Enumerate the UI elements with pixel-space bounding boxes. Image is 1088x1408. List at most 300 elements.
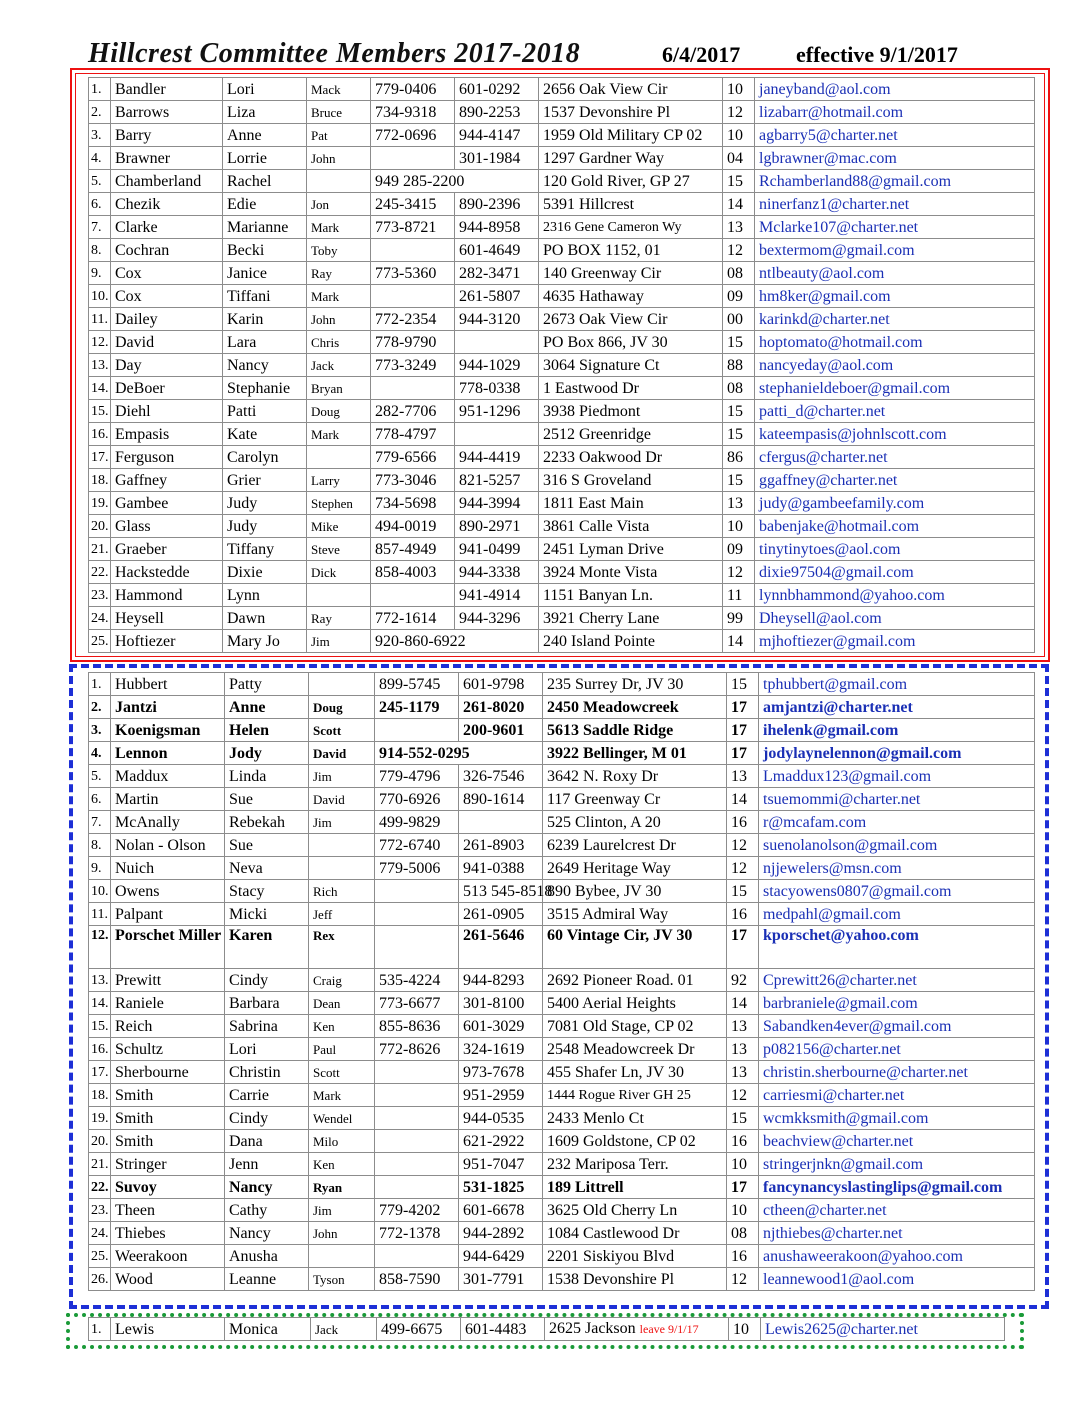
phone-1: [375, 719, 459, 742]
first-name: Lara: [223, 331, 307, 354]
address: 2450 Meadowcreek: [543, 696, 727, 719]
email-address: p082156@charter.net: [759, 1038, 1035, 1061]
table-row: [89, 78, 1035, 101]
spouse-name: Jim: [309, 1199, 375, 1222]
first-name: Micki: [225, 903, 309, 926]
first-name: Rachel: [223, 170, 307, 193]
table-row: [89, 1222, 1035, 1245]
address: 2316 Gene Cameron Wy: [539, 216, 723, 239]
address: 6239 Laurelcrest Dr: [543, 834, 727, 857]
row-number: 14.: [89, 992, 111, 1015]
table-row: [89, 1153, 1035, 1176]
row-number: 1.: [89, 1318, 111, 1341]
phone-2: 941-0499: [455, 538, 539, 561]
year-joined: 12: [727, 1084, 759, 1107]
row-number: 4.: [89, 147, 111, 170]
effective-date: effective 9/1/2017: [796, 42, 958, 67]
phone-1: [375, 1084, 459, 1107]
spouse-name: Jeff: [309, 903, 375, 926]
spouse-name: [309, 1245, 375, 1268]
phone-2: 941-0388: [459, 857, 543, 880]
table-row: [89, 354, 1035, 377]
table-row: [89, 285, 1035, 308]
first-name: Monica: [225, 1318, 311, 1341]
row-number: 11.: [89, 308, 111, 331]
table-row: [89, 400, 1035, 423]
table-row: [89, 880, 1035, 903]
first-name: Jenn: [225, 1153, 309, 1176]
address: 232 Mariposa Terr.: [543, 1153, 727, 1176]
address: 3642 N. Roxy Dr: [543, 765, 727, 788]
phone-1: [371, 147, 455, 170]
address: 5613 Saddle Ridge: [543, 719, 727, 742]
row-number: 8.: [89, 239, 111, 262]
spouse-name: Jack: [307, 354, 371, 377]
address: 316 S Groveland: [539, 469, 723, 492]
phone-2: 601-4483: [461, 1318, 545, 1341]
address: 2649 Heritage Way: [543, 857, 727, 880]
first-name: Grier: [223, 469, 307, 492]
phone-1: 920-860-6922: [371, 630, 539, 653]
phone-2: 621-2922: [459, 1130, 543, 1153]
phone-1: [375, 1176, 459, 1199]
row-number: 21.: [89, 1153, 111, 1176]
spouse-name: Paul: [309, 1038, 375, 1061]
address: PO BOX 1152, 01: [539, 239, 723, 262]
last-name: Barry: [111, 124, 223, 147]
first-name: Patti: [223, 400, 307, 423]
email-address: babenjake@hotmail.com: [755, 515, 1035, 538]
row-number: 21.: [89, 538, 111, 561]
members-table-group-2: [88, 672, 1035, 1291]
year-joined: 17: [727, 742, 759, 765]
year-joined: 17: [727, 1176, 759, 1199]
spouse-name: Mark: [307, 285, 371, 308]
table-row: [89, 538, 1035, 561]
email-address: judy@gambeefamily.com: [755, 492, 1035, 515]
first-name: Becki: [223, 239, 307, 262]
table-row: [89, 1061, 1035, 1084]
email-address: stringerjnkn@gmail.com: [759, 1153, 1035, 1176]
phone-2: 200-9601: [459, 719, 543, 742]
phone-2: 951-1296: [455, 400, 539, 423]
row-number: 8.: [89, 834, 111, 857]
phone-1: 855-8636: [375, 1015, 459, 1038]
year-joined: 17: [727, 696, 759, 719]
email-address: ggaffney@charter.net: [755, 469, 1035, 492]
table-row: [89, 1130, 1035, 1153]
first-name: Anusha: [225, 1245, 309, 1268]
last-name: Gambee: [111, 492, 223, 515]
email-address: nancyeday@aol.com: [755, 354, 1035, 377]
table-row: [89, 377, 1035, 400]
phone-1: 245-1179: [375, 696, 459, 719]
last-name: Koenigsman: [111, 719, 225, 742]
address: 890 Bybee, JV 30: [543, 880, 727, 903]
phone-1: 499-6675: [377, 1318, 461, 1341]
last-name: Weerakoon: [111, 1245, 225, 1268]
email-address: beachview@charter.net: [759, 1130, 1035, 1153]
address: 5391 Hillcrest: [539, 193, 723, 216]
table-row: [89, 969, 1035, 992]
email-address: bextermom@gmail.com: [755, 239, 1035, 262]
spouse-name: David: [309, 742, 375, 765]
spouse-name: Tyson: [309, 1268, 375, 1291]
year-joined: 17: [727, 719, 759, 742]
phone-1: 899-5745: [375, 673, 459, 696]
phone-2: 261-5646: [459, 926, 543, 969]
phone-1: [375, 1130, 459, 1153]
phone-1: 779-0406: [371, 78, 455, 101]
address: 3064 Signature Ct: [539, 354, 723, 377]
phone-2: 778-0338: [455, 377, 539, 400]
address: 1084 Castlewood Dr: [543, 1222, 727, 1245]
email-address: jodylaynelennon@gmail.com: [759, 742, 1035, 765]
table-row: [89, 515, 1035, 538]
phone-1: 773-6677: [375, 992, 459, 1015]
last-name: Cox: [111, 262, 223, 285]
phone-1: 772-6740: [375, 834, 459, 857]
email-address: agbarry5@charter.net: [755, 124, 1035, 147]
table-row: [89, 101, 1035, 124]
year-joined: 10: [729, 1318, 761, 1341]
last-name: Cochran: [111, 239, 223, 262]
email-address: ihelenk@gmail.com: [759, 719, 1035, 742]
email-address: amjantzi@charter.net: [759, 696, 1035, 719]
phone-2: 890-2396: [455, 193, 539, 216]
table-row: [89, 1015, 1035, 1038]
table-row: [89, 193, 1035, 216]
phone-1: 770-6926: [375, 788, 459, 811]
year-joined: 15: [723, 331, 755, 354]
spouse-name: Ray: [307, 262, 371, 285]
row-number: 5.: [89, 765, 111, 788]
last-name: Cox: [111, 285, 223, 308]
last-name: Jantzi: [111, 696, 225, 719]
spouse-name: Steve: [307, 538, 371, 561]
email-address: kateempasis@johnlscott.com: [755, 423, 1035, 446]
last-name: Schultz: [111, 1038, 225, 1061]
email-address: carriesmi@charter.net: [759, 1084, 1035, 1107]
phone-2: 513 545-8518: [459, 880, 543, 903]
table-row: [89, 903, 1035, 926]
last-name: Graeber: [111, 538, 223, 561]
row-number: 15.: [89, 400, 111, 423]
email-address: suenolanolson@gmail.com: [759, 834, 1035, 857]
address: 525 Clinton, A 20: [543, 811, 727, 834]
table-row: [89, 1176, 1035, 1199]
phone-2: 951-2959: [459, 1084, 543, 1107]
address: 3861 Calle Vista: [539, 515, 723, 538]
spouse-name: Jim: [309, 765, 375, 788]
phone-1: 858-4003: [371, 561, 455, 584]
row-number: 6.: [89, 788, 111, 811]
phone-2: 944-4147: [455, 124, 539, 147]
year-joined: 16: [727, 1130, 759, 1153]
last-name: Theen: [111, 1199, 225, 1222]
year-joined: 88: [723, 354, 755, 377]
phone-2: 944-8958: [455, 216, 539, 239]
phone-2: 531-1825: [459, 1176, 543, 1199]
email-address: lgbrawner@mac.com: [755, 147, 1035, 170]
phone-1: 773-3046: [371, 469, 455, 492]
phone-1: [375, 1153, 459, 1176]
email-address: lynnbhammond@yahoo.com: [755, 584, 1035, 607]
row-number: 20.: [89, 1130, 111, 1153]
phone-1: 779-6566: [371, 446, 455, 469]
first-name: Cindy: [225, 969, 309, 992]
spouse-name: Pat: [307, 124, 371, 147]
spouse-name: [307, 584, 371, 607]
row-number: 20.: [89, 515, 111, 538]
phone-2: 261-5807: [455, 285, 539, 308]
phone-2: 944-3296: [455, 607, 539, 630]
row-number: 9.: [89, 857, 111, 880]
row-number: 25.: [89, 630, 111, 653]
year-joined: 15: [727, 880, 759, 903]
phone-2: 951-7047: [459, 1153, 543, 1176]
phone-1: 772-8626: [375, 1038, 459, 1061]
row-number: 3.: [89, 719, 111, 742]
year-joined: 10: [723, 515, 755, 538]
first-name: Jody: [225, 742, 309, 765]
phone-2: 944-0535: [459, 1107, 543, 1130]
spouse-name: Bryan: [307, 377, 371, 400]
email-address: stephanieldeboer@gmail.com: [755, 377, 1035, 400]
email-address: ninerfanz1@charter.net: [755, 193, 1035, 216]
last-name: Thiebes: [111, 1222, 225, 1245]
row-number: 23.: [89, 584, 111, 607]
last-name: Dailey: [111, 308, 223, 331]
email-address: stacyowens0807@gmail.com: [759, 880, 1035, 903]
address: 3938 Piedmont: [539, 400, 723, 423]
email-address: tphubbert@gmail.com: [759, 673, 1035, 696]
row-number: 7.: [89, 216, 111, 239]
email-address: fancynancyslastinglips@gmail.com: [759, 1176, 1035, 1199]
phone-2: 941-4914: [455, 584, 539, 607]
row-number: 19.: [89, 1107, 111, 1130]
address: 1151 Banyan Ln.: [539, 584, 723, 607]
spouse-name: Scott: [309, 1061, 375, 1084]
email-address: Mclarke107@charter.net: [755, 216, 1035, 239]
address: [545, 1318, 729, 1341]
last-name: Empasis: [111, 423, 223, 446]
phone-2: 890-1614: [459, 788, 543, 811]
table-row: [89, 765, 1035, 788]
first-name: Linda: [225, 765, 309, 788]
email-address: tinytinytoes@aol.com: [755, 538, 1035, 561]
phone-2: 261-0905: [459, 903, 543, 926]
phone-1: 245-3415: [371, 193, 455, 216]
spouse-name: David: [309, 788, 375, 811]
phone-1: [371, 584, 455, 607]
phone-1: 772-2354: [371, 308, 455, 331]
address: 1959 Old Military CP 02: [539, 124, 723, 147]
address: 7081 Old Stage, CP 02: [543, 1015, 727, 1038]
last-name: Wood: [111, 1268, 225, 1291]
members-table-group-3: [88, 1317, 1005, 1341]
first-name: Judy: [223, 515, 307, 538]
table-row: [89, 926, 1035, 969]
row-number: 2.: [89, 101, 111, 124]
email-address: kporschet@yahoo.com: [759, 926, 1035, 969]
first-name: Carolyn: [223, 446, 307, 469]
spouse-name: Rich: [309, 880, 375, 903]
phone-2: [455, 331, 539, 354]
year-joined: 14: [723, 193, 755, 216]
email-address: cfergus@charter.net: [755, 446, 1035, 469]
first-name: Sue: [225, 834, 309, 857]
first-name: Stephanie: [223, 377, 307, 400]
phone-2: 326-7546: [459, 765, 543, 788]
table-row: [89, 584, 1035, 607]
year-joined: 08: [723, 262, 755, 285]
phone-2: 944-6429: [459, 1245, 543, 1268]
row-number: 19.: [89, 492, 111, 515]
year-joined: 04: [723, 147, 755, 170]
phone-2: 890-2971: [455, 515, 539, 538]
members-table-group-1: [88, 77, 1035, 653]
table-row: [89, 423, 1035, 446]
spouse-name: [307, 170, 371, 193]
spouse-name: John: [307, 308, 371, 331]
first-name: Helen: [225, 719, 309, 742]
last-name: Palpant: [111, 903, 225, 926]
address: 140 Greenway Cir: [539, 262, 723, 285]
first-name: Lynn: [223, 584, 307, 607]
spouse-name: Mark: [307, 423, 371, 446]
address: 117 Greenway Cr: [543, 788, 727, 811]
year-joined: 13: [723, 492, 755, 515]
table-row: [89, 170, 1035, 193]
phone-1: [375, 926, 459, 969]
last-name: Stringer: [111, 1153, 225, 1176]
first-name: Nancy: [223, 354, 307, 377]
email-address: Rchamberland88@gmail.com: [755, 170, 1035, 193]
first-name: Dawn: [223, 607, 307, 630]
year-joined: 16: [727, 811, 759, 834]
first-name: Carrie: [225, 1084, 309, 1107]
first-name: Dana: [225, 1130, 309, 1153]
last-name: Suvoy: [111, 1176, 225, 1199]
year-joined: 00: [723, 308, 755, 331]
table-row: [89, 788, 1035, 811]
address: 240 Island Pointe: [539, 630, 723, 653]
row-number: 2.: [89, 696, 111, 719]
last-name: McAnally: [111, 811, 225, 834]
phone-1: 778-9790: [371, 331, 455, 354]
year-joined: 13: [727, 1038, 759, 1061]
first-name: Lori: [223, 78, 307, 101]
year-joined: 13: [727, 765, 759, 788]
phone-2: 944-2892: [459, 1222, 543, 1245]
year-joined: 12: [727, 1268, 759, 1291]
phone-1: [375, 1245, 459, 1268]
phone-2: 601-4649: [455, 239, 539, 262]
row-number: 7.: [89, 811, 111, 834]
phone-1: [375, 1061, 459, 1084]
spouse-name: John: [307, 147, 371, 170]
email-address: r@mcafam.com: [759, 811, 1035, 834]
row-number: 14.: [89, 377, 111, 400]
email-address: lizabarr@hotmail.com: [755, 101, 1035, 124]
spouse-name: Doug: [307, 400, 371, 423]
year-joined: 15: [727, 673, 759, 696]
spouse-name: Larry: [307, 469, 371, 492]
phone-1: 914-552-0295: [375, 742, 543, 765]
table-row: [89, 1107, 1035, 1130]
phone-1: [371, 285, 455, 308]
last-name: Porschet Miller: [111, 926, 225, 969]
email-address: hm8ker@gmail.com: [755, 285, 1035, 308]
spouse-name: Ryan: [309, 1176, 375, 1199]
row-number: 22.: [89, 1176, 111, 1199]
row-number: 1.: [89, 78, 111, 101]
spouse-name: Mark: [307, 216, 371, 239]
phone-1: 779-4796: [375, 765, 459, 788]
row-number: 3.: [89, 124, 111, 147]
table-row: [89, 331, 1035, 354]
spouse-name: Mike: [307, 515, 371, 538]
year-joined: 12: [723, 561, 755, 584]
email-address: ctheen@charter.net: [759, 1199, 1035, 1222]
row-number: 15.: [89, 1015, 111, 1038]
first-name: Patty: [225, 673, 309, 696]
address: 3922 Bellinger, M 01: [543, 742, 727, 765]
first-name: Anne: [225, 696, 309, 719]
last-name: Hubbert: [111, 673, 225, 696]
phone-2: 301-8100: [459, 992, 543, 1015]
email-address: patti_d@charter.net: [755, 400, 1035, 423]
first-name: Edie: [223, 193, 307, 216]
row-number: 18.: [89, 469, 111, 492]
year-joined: 15: [723, 423, 755, 446]
email-address: tsuemommi@charter.net: [759, 788, 1035, 811]
phone-2: 601-9798: [459, 673, 543, 696]
address: 3625 Old Cherry Ln: [543, 1199, 727, 1222]
table-row: [89, 239, 1035, 262]
address: 1538 Devonshire Pl: [543, 1268, 727, 1291]
spouse-name: Dick: [307, 561, 371, 584]
email-address: dixie97504@gmail.com: [755, 561, 1035, 584]
spouse-name: Stephen: [307, 492, 371, 515]
email-address: anushaweerakoon@yahoo.com: [759, 1245, 1035, 1268]
email-address: janeyband@aol.com: [755, 78, 1035, 101]
email-address: njthiebes@charter.net: [759, 1222, 1035, 1245]
address: 2656 Oak View Cir: [539, 78, 723, 101]
phone-1: [375, 903, 459, 926]
table-row: [89, 607, 1035, 630]
table-row: [89, 262, 1035, 285]
page-title: Hillcrest Committee Members 2017-2018: [88, 38, 581, 69]
phone-2: 890-2253: [455, 101, 539, 124]
year-joined: 09: [723, 285, 755, 308]
email-address: ntlbeauty@aol.com: [755, 262, 1035, 285]
phone-2: 261-8020: [459, 696, 543, 719]
first-name: Anne: [223, 124, 307, 147]
last-name: Lennon: [111, 742, 225, 765]
row-number: 12.: [89, 926, 111, 969]
table-row: [89, 811, 1035, 834]
address-text: 2625 Jackson: [549, 1320, 636, 1337]
phone-2: 261-8903: [459, 834, 543, 857]
spouse-name: Jon: [307, 193, 371, 216]
table-row: [89, 446, 1035, 469]
table-row: [89, 492, 1035, 515]
year-joined: 10: [723, 78, 755, 101]
spouse-name: Ken: [309, 1153, 375, 1176]
address: 3921 Cherry Lane: [539, 607, 723, 630]
